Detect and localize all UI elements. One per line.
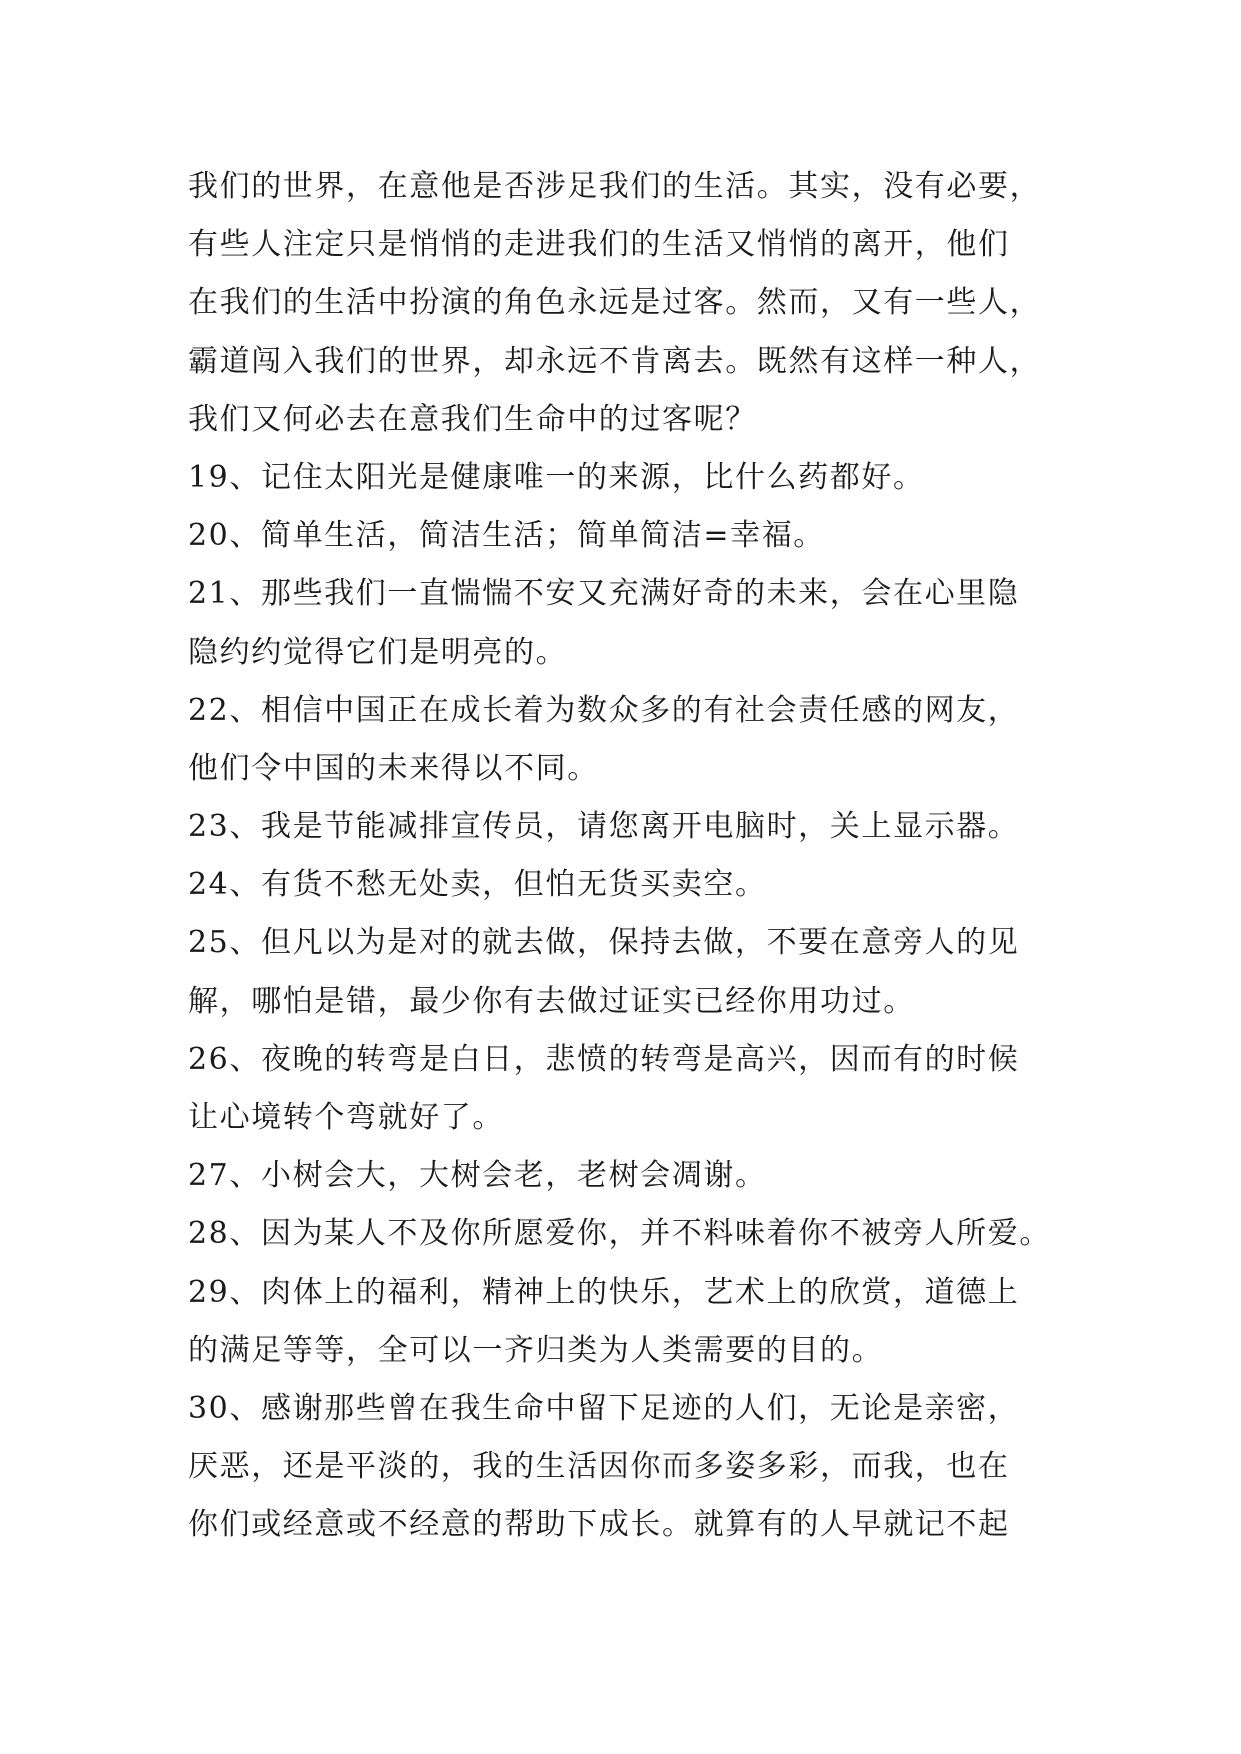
text-line: 隐约约觉得它们是明亮的。 (188, 634, 568, 670)
text-line: 21、那些我们一直惴惴不安又充满好奇的未来，会在心里隐 (188, 576, 1020, 612)
text-line: 你们或经意或不经意的帮助下成长。就算有的人早就记不起 (188, 1507, 1010, 1543)
text-line: 解，哪怕是错，最少你有去做过证实已经你用功过。 (188, 983, 915, 1019)
text-line: 22、相信中国正在成长着为数众多的有社会责任感的网友， (188, 692, 1020, 728)
text-line: 30、感谢那些曾在我生命中留下足迹的人们，无论是亲密， (188, 1390, 1020, 1426)
text-line: 26、夜晚的转弯是白日，悲愤的转弯是高兴，因而有的时候 (188, 1041, 1020, 1077)
text-line: 我们的世界，在意他是否涉足我们的生活。其实，没有必要， (188, 169, 1042, 204)
text-line: 23、我是节能减排宣传员，请您离开电脑时，关上显示器。 (188, 809, 1020, 845)
text-line: 让心境转个弯就好了。 (188, 1100, 504, 1135)
text-line: 20、简单生活，简洁生活；简单简洁=幸福。 (188, 518, 825, 554)
text-line: 29、肉体上的福利，精神上的快乐，艺术上的欣赏，道德上 (188, 1274, 1020, 1310)
text-line: 我们又何必去在意我们生命中的过客呢？ (188, 401, 757, 437)
text-line: 27、小树会大，大树会老，老树会凋谢。 (188, 1158, 767, 1194)
text-line: 25、但凡以为是对的就去做，保持去做，不要在意旁人的见 (188, 925, 1020, 961)
text-line: 28、因为某人不及你所愿爱你，并不料味着你不被旁人所爱。 (188, 1216, 1051, 1252)
text-line: 厌恶，还是平淡的，我的生活因你而多姿多彩，而我，也在 (188, 1449, 1010, 1485)
text-line: 霸道闯入我们的世界，却永远不肯离去。既然有这样一种人， (188, 343, 1042, 379)
text-line: 的满足等等，全可以一齐归类为人类需要的目的。 (188, 1332, 884, 1368)
text-line: 19、记住太阳光是健康唯一的来源，比什么药都好。 (188, 459, 925, 495)
text-line: 在我们的生活中扮演的角色永远是过客。然而，又有一些人， (188, 285, 1042, 321)
body-text (188, 158, 1068, 1555)
text-line: 他们令中国的未来得以不同。 (188, 750, 599, 786)
text-line: 24、有货不愁无处卖，但怕无货买卖空。 (188, 867, 767, 903)
text-line: 有些人注定只是悄悄的走进我们的生活又悄悄的离开，他们 (188, 227, 1010, 263)
